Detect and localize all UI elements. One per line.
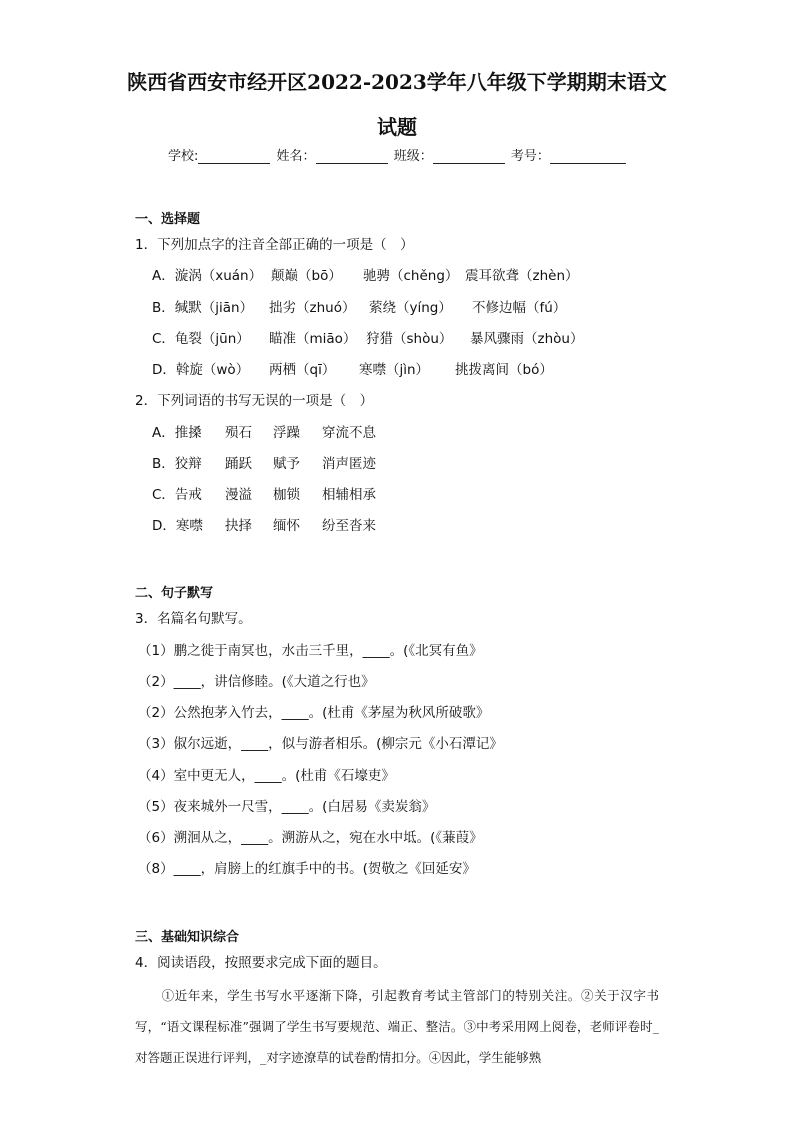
- option-item: 颠巅（bō）: [271, 268, 342, 284]
- name-blank[interactable]: [316, 149, 388, 164]
- option-item: 驰骋（chěng）: [363, 268, 459, 284]
- number-label: 考号：: [510, 149, 550, 164]
- number-blank[interactable]: [550, 149, 626, 164]
- option-row[interactable]: [152, 327, 583, 347]
- option-item: C．告戒: [152, 487, 202, 503]
- school-label: 学校:: [168, 149, 199, 164]
- option-item: 殒石: [225, 425, 252, 441]
- student-info-row: [168, 145, 628, 164]
- question-stem: 3．名篇名句默写。: [135, 611, 252, 627]
- option-item: 抉择: [225, 518, 252, 534]
- option-item: B．狡辩: [152, 456, 202, 472]
- option-row[interactable]: [152, 296, 566, 316]
- option-item: 萦绕（yíng）: [369, 300, 452, 316]
- option-item: 浮躁: [273, 425, 300, 441]
- fill-item[interactable]: （2）____，讲信修睦。(《大道之行也》: [138, 674, 375, 690]
- option-item: 挑拨离间（bó）: [455, 362, 553, 378]
- option-row[interactable]: [152, 421, 376, 441]
- option-item: 枷锁: [273, 487, 300, 503]
- question-stem: 4．阅读语段，按照要求完成下面的题目。: [135, 955, 387, 971]
- option-item: 寒噤（jìn）: [359, 362, 430, 378]
- fill-item[interactable]: （2）公然抱茅入竹去，____。(杜甫《茅屋为秋风所破歌》: [138, 705, 490, 721]
- fill-item[interactable]: （5）夜来城外一尺雪，____。(白居易《卖炭翁》: [138, 799, 436, 815]
- option-item: B．缄默（jiān）: [152, 300, 254, 316]
- option-item: 拙劣（zhuó）: [269, 300, 356, 316]
- fill-item[interactable]: （4）室中更无人，____。(杜甫《石壕吏》: [138, 768, 395, 784]
- name-label: 姓名：: [276, 149, 316, 164]
- exam-title-line1: 陕西省西安市经开区2022-2023学年八年级下学期期末语文: [127, 70, 667, 94]
- option-item: 穿流不息: [322, 425, 376, 441]
- fill-item[interactable]: （3）俶尔远逝，____，似与游者相乐。(柳宗元《小石潭记》: [138, 736, 503, 752]
- option-item: 暴风骤雨（zhòu）: [470, 331, 584, 347]
- option-item: 瞄准（miāo）: [269, 331, 357, 347]
- class-label: 班级：: [393, 149, 433, 164]
- school-blank[interactable]: [198, 149, 270, 164]
- section-heading: 三、基础知识综合: [135, 930, 240, 945]
- option-row[interactable]: [152, 483, 376, 503]
- option-item: D．斡旋（wò）: [152, 362, 250, 378]
- option-item: 两栖（qī）: [269, 362, 336, 378]
- class-blank[interactable]: [433, 149, 505, 164]
- option-row[interactable]: [152, 264, 579, 284]
- option-item: 狩猎（shòu）: [366, 331, 453, 347]
- option-item: 相辅相承: [322, 487, 376, 503]
- option-row[interactable]: [152, 358, 553, 378]
- question-stem: 2．下列词语的书写无误的一项是（ ）: [135, 393, 374, 409]
- option-item: 漫溢: [225, 487, 252, 503]
- exam-title-line2: 试题: [377, 115, 417, 139]
- question-stem: 1．下列加点字的注音全部正确的一项是（ ）: [135, 237, 414, 253]
- option-item: A．推搡: [152, 425, 202, 441]
- section-heading: 二、句子默写: [135, 586, 214, 601]
- option-row[interactable]: [152, 514, 376, 534]
- option-item: 震耳欲聋（zhèn）: [465, 268, 579, 284]
- option-item: 消声匿迹: [322, 456, 376, 472]
- option-item: 纷至沓来: [322, 518, 376, 534]
- option-item: 赋予: [273, 456, 300, 472]
- fill-item[interactable]: （6）溯洄从之，____。溯游从之，宛在水中坻。(《蒹葭》: [138, 830, 483, 846]
- passage-text: ①近年来，学生书写水平逐渐下降，引起教育考试主管部门的特别关注。②关于汉字书写，“语文课程标准”强调了学生书写要规范、端正、整洁。③中考采用网上阅卷，老师评卷时_对答题正误进行评判，_对字迹潦草的试卷酌情扣分。④因此，学生能够熟: [135, 988, 659, 1065]
- option-item: 缅怀: [273, 518, 300, 534]
- option-item: 不修边幅（fú）: [472, 300, 567, 316]
- fill-item[interactable]: （8）____，肩膀上的红旗手中的书。(贺敬之《回延安》: [138, 861, 476, 877]
- fill-item[interactable]: （1）鹏之徙于南冥也，水击三千里，____。(《北冥有鱼》: [138, 643, 483, 659]
- section-heading: 一、选择题: [135, 212, 201, 227]
- option-item: 踊跃: [225, 456, 252, 472]
- option-item: A．漩涡（xuán）: [152, 268, 263, 284]
- reading-passage: [135, 980, 659, 1073]
- option-item: C．龟裂（jūn）: [152, 331, 250, 347]
- option-item: D．寒噤: [152, 518, 203, 534]
- option-row[interactable]: [152, 452, 376, 472]
